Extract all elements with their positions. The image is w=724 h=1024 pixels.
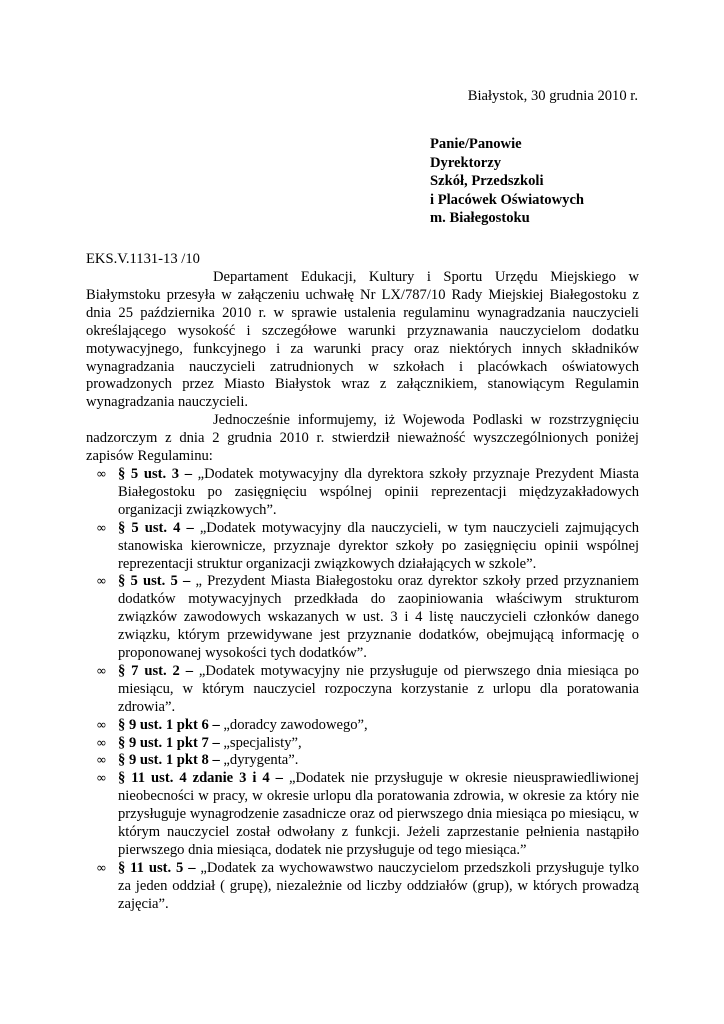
reference-number: EKS.V.1131-13 /10: [86, 251, 200, 267]
infinity-bullet-icon: ∞: [96, 860, 107, 876]
provision-ref: § 11 ust. 5 –: [118, 859, 196, 876]
provision-text: „specjalisty”,: [219, 734, 302, 751]
dateline: Białystok, 30 grudnia 2010 r.: [467, 88, 638, 104]
list-item: [86, 520, 639, 574]
provision-text: „Dodatek nie przysługuje w okresie nieusprawiedliwionej nieobecności w pracy, w okresie urlopu dla poratowania zdrowia, w okresie za który nie przysługuje wynagrodzenie zasadnicze oraz od pierwszego dnia miesiąca po miesiącu, w którym nauczyciel został odwołany z funkcji. Jeżeli zaprzestanie pełnienia nastąpiło pierwszego dnia miesiąca, dodatek nie przysługuje od tego miesiąca.”: [118, 770, 639, 858]
provision-text: „ Prezydent Miasta Białegostoku oraz dyrektor szkoły przed przyznaniem dodatków motywacyjnych przedkłada do zaopiniowania właściwym strukturom związków zawodowych wskazanych w ust. 3 i 4 listę nauczycieli członków danego związku, którym przewidywane jest przyznanie dodatków, obejmującą informację o proponowanej wysokości tych dodatków”.: [118, 573, 639, 662]
list-item: [86, 752, 639, 770]
list-item: [86, 466, 639, 520]
letter-body: [86, 269, 639, 914]
infinity-bullet-icon: ∞: [96, 717, 107, 733]
addressee-line: m. Białegostoku: [430, 210, 530, 227]
provision-text: „Dodatek motywacyjny nie przysługuje od pierwszego dnia miesiąca po miesiącu, w którym nauczyciel rozpoczyna korzystanie z urlopu dla poratowania zdrowia”.: [118, 662, 639, 715]
paragraph-notice: Jednocześnie informujemy, iż Wojewoda Podlaski w rozstrzygnięciu nadzorczym z dnia 2 grudnia 2010 r. stwierdził nieważność wyszczególnionych poniżej zapisów Regulaminu:: [86, 412, 639, 465]
provision-text: „doradcy zawodowego”,: [219, 716, 368, 733]
provision-text: „dyrygenta”.: [219, 752, 299, 769]
infinity-bullet-icon: ∞: [96, 753, 107, 769]
infinity-bullet-icon: ∞: [96, 663, 107, 679]
list-item: [86, 770, 639, 860]
addressee-line: Panie/Panowie: [430, 136, 522, 152]
list-item: [86, 573, 639, 663]
provision-text: „Dodatek motywacyjny dla dyrektora szkoły przyznaje Prezydent Miasta Białegostoku po zasięgnięciu wspólnej opinii reprezentacji międzyzakładowych organizacji związkowych”.: [118, 465, 639, 518]
provision-ref: § 9 ust. 1 pkt 7 –: [118, 734, 220, 751]
infinity-bullet-icon: ∞: [96, 466, 107, 482]
provision-ref: § 7 ust. 2 –: [118, 662, 193, 679]
provision-ref: § 9 ust. 1 pkt 8 –: [118, 752, 220, 769]
infinity-bullet-icon: ∞: [96, 574, 107, 590]
list-item: [86, 717, 639, 735]
provision-text: „Dodatek za wychowawstwo nauczycielom przedszkoli przysługuje tylko za jeden oddział ( grupę), niezależnie od liczby oddziałów (grup), w których prowadzą zajęcia”.: [118, 859, 639, 912]
addressee-block: [430, 136, 584, 229]
paragraph-intro: Departament Edukacji, Kultury i Sportu Urzędu Miejskiego w Białymstoku przesyła w załączeniu uchwałę Nr LX/787/10 Rady Miejskiej Białegostoku z dnia 25 października 2010 r. w sprawie ustalenia regulaminu wynagradzania nauczycieli określającego wysokość i szczegółowe warunki przyznawania nauczycielom dodatku motywacyjnego, funkcyjnego i za warunki pracy oraz niektórych innych składników wynagradzania nauczycieli zatrudnionych w szkołach i placówkach oświatowych prowadzonych przez Miasto Białystok wraz z załącznikiem, stanowiącym Regulamin wynagradzania nauczycieli.: [86, 269, 639, 411]
addressee-line: Dyrektorzy: [430, 154, 502, 171]
provision-ref: § 5 ust. 4 –: [118, 519, 194, 536]
provision-ref: § 5 ust. 3 –: [118, 465, 192, 482]
infinity-bullet-icon: ∞: [96, 771, 107, 787]
list-item: [86, 663, 639, 717]
provision-text: „Dodatek motywacyjny dla nauczycieli, w tym nauczycieli zajmujących stanowiska kierownicze, przyznaje dyrektor szkoły po zasięgnięciu opinii wspólnej reprezentacji struktur organizacji związkowych działających w szkole”.: [118, 519, 639, 572]
invalidated-provisions-list: [86, 466, 639, 914]
addressee-line: i Placówek Oświatowych: [430, 191, 585, 208]
infinity-bullet-icon: ∞: [96, 520, 107, 536]
addressee-line: Szkół, Przedszkoli: [430, 173, 544, 190]
infinity-bullet-icon: ∞: [96, 735, 107, 751]
provision-ref: § 11 ust. 4 zdanie 3 i 4 –: [118, 770, 283, 787]
provision-ref: § 5 ust. 5 –: [118, 573, 191, 590]
provision-ref: § 9 ust. 1 pkt 6 –: [118, 716, 220, 733]
list-item: [86, 735, 639, 753]
list-item: [86, 860, 639, 914]
